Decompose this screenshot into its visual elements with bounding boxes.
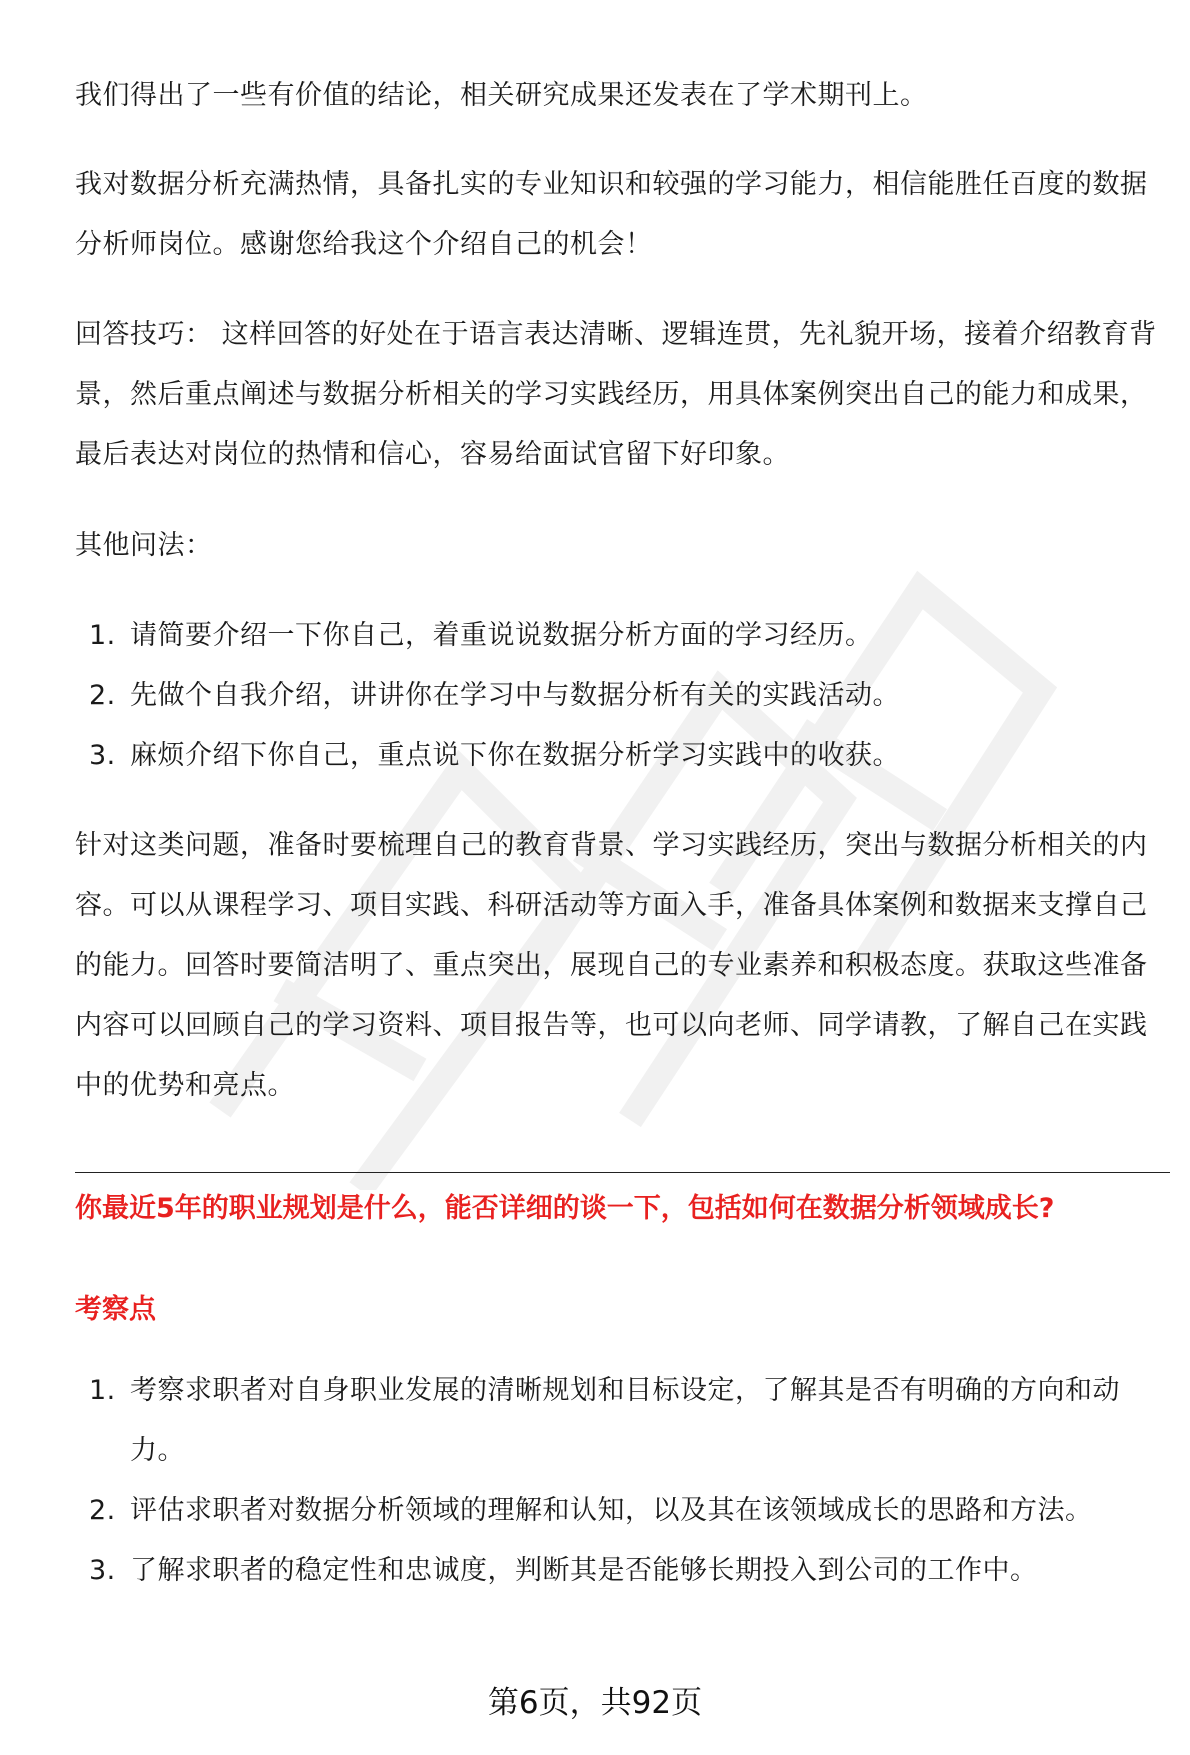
list-item-text: 了解求职者的稳定性和忠诚度，判断其是否能够长期投入到公司的工作中。 xyxy=(130,1555,1038,1586)
list-item xyxy=(75,666,1170,726)
list-item-text: 请简要介绍一下你自己，着重说说数据分析方面的学习经历。 xyxy=(130,620,873,651)
list-item xyxy=(75,726,1170,786)
list-item xyxy=(75,1481,1135,1541)
paragraph-other-questions-label: 其他问法： xyxy=(75,530,213,561)
paragraph-conclusion: 我们得出了一些有价值的结论，相关研究成果还发表在了学术期刊上。 xyxy=(75,80,928,111)
key-points-heading: 考察点 xyxy=(75,1294,156,1325)
list-item-text: 考察求职者对自身职业发展的清晰规划和目标设定，了解其是否有明确的方向和动力。 xyxy=(130,1375,1120,1466)
page-number-footer: 第6页，共92页 xyxy=(487,1685,703,1721)
list-item-number: 3. xyxy=(89,1555,116,1586)
paragraph-closing: 我对数据分析充满热情，具备扎实的专业知识和较强的学习能力，相信能胜任百度的数据分析师岗位。感谢您给我这个介绍自己的机会！ xyxy=(75,169,1148,260)
list-item xyxy=(75,606,1170,666)
list-item-text: 评估求职者对数据分析领域的理解和认知，以及其在该领域成长的思路和方法。 xyxy=(130,1495,1093,1526)
list-item-number: 1. xyxy=(89,620,116,651)
paragraph-preparation-advice: 针对这类问题，准备时要梳理自己的教育背景、学习实践经历，突出与数据分析相关的内容。可以从课程学习、项目实践、科研活动等方面入手，准备具体案例和数据来支撑自己的能力。回答时要简洁明了、重点突出，展现自己的专业素养和积极态度。获取这些准备内容可以回顾自己的学习资料、项目报告等，也可以向老师、同学请教，了解自己在实践中的优势和亮点。 xyxy=(75,830,1148,1101)
other-questions-list xyxy=(75,606,1170,786)
list-item-text: 麻烦介绍下你自己，重点说下你在数据分析学习实践中的收获。 xyxy=(130,740,900,771)
list-item-number: 2. xyxy=(89,1495,116,1526)
section-divider xyxy=(75,1172,1170,1173)
list-item-number: 2. xyxy=(89,680,116,711)
list-item-text: 先做个自我介绍，讲讲你在学习中与数据分析有关的实践活动。 xyxy=(130,680,900,711)
key-points-list xyxy=(75,1361,1135,1601)
list-item-number: 3. xyxy=(89,740,116,771)
paragraph-answer-tips: 回答技巧： 这样回答的好处在于语言表达清晰、逻辑连贯，先礼貌开场，接着介绍教育背景，然后重点阐述与数据分析相关的学习实践经历，用具体案例突出自己的能力和成果，最后表达对岗位的热情和信心，容易给面试官留下好印象。 xyxy=(75,319,1157,470)
list-item xyxy=(75,1361,1135,1481)
list-item xyxy=(75,1541,1135,1601)
question-title: 你最近5年的职业规划是什么，能否详细的谈一下，包括如何在数据分析领域成长? xyxy=(75,1193,1055,1224)
list-item-number: 1. xyxy=(89,1375,116,1406)
